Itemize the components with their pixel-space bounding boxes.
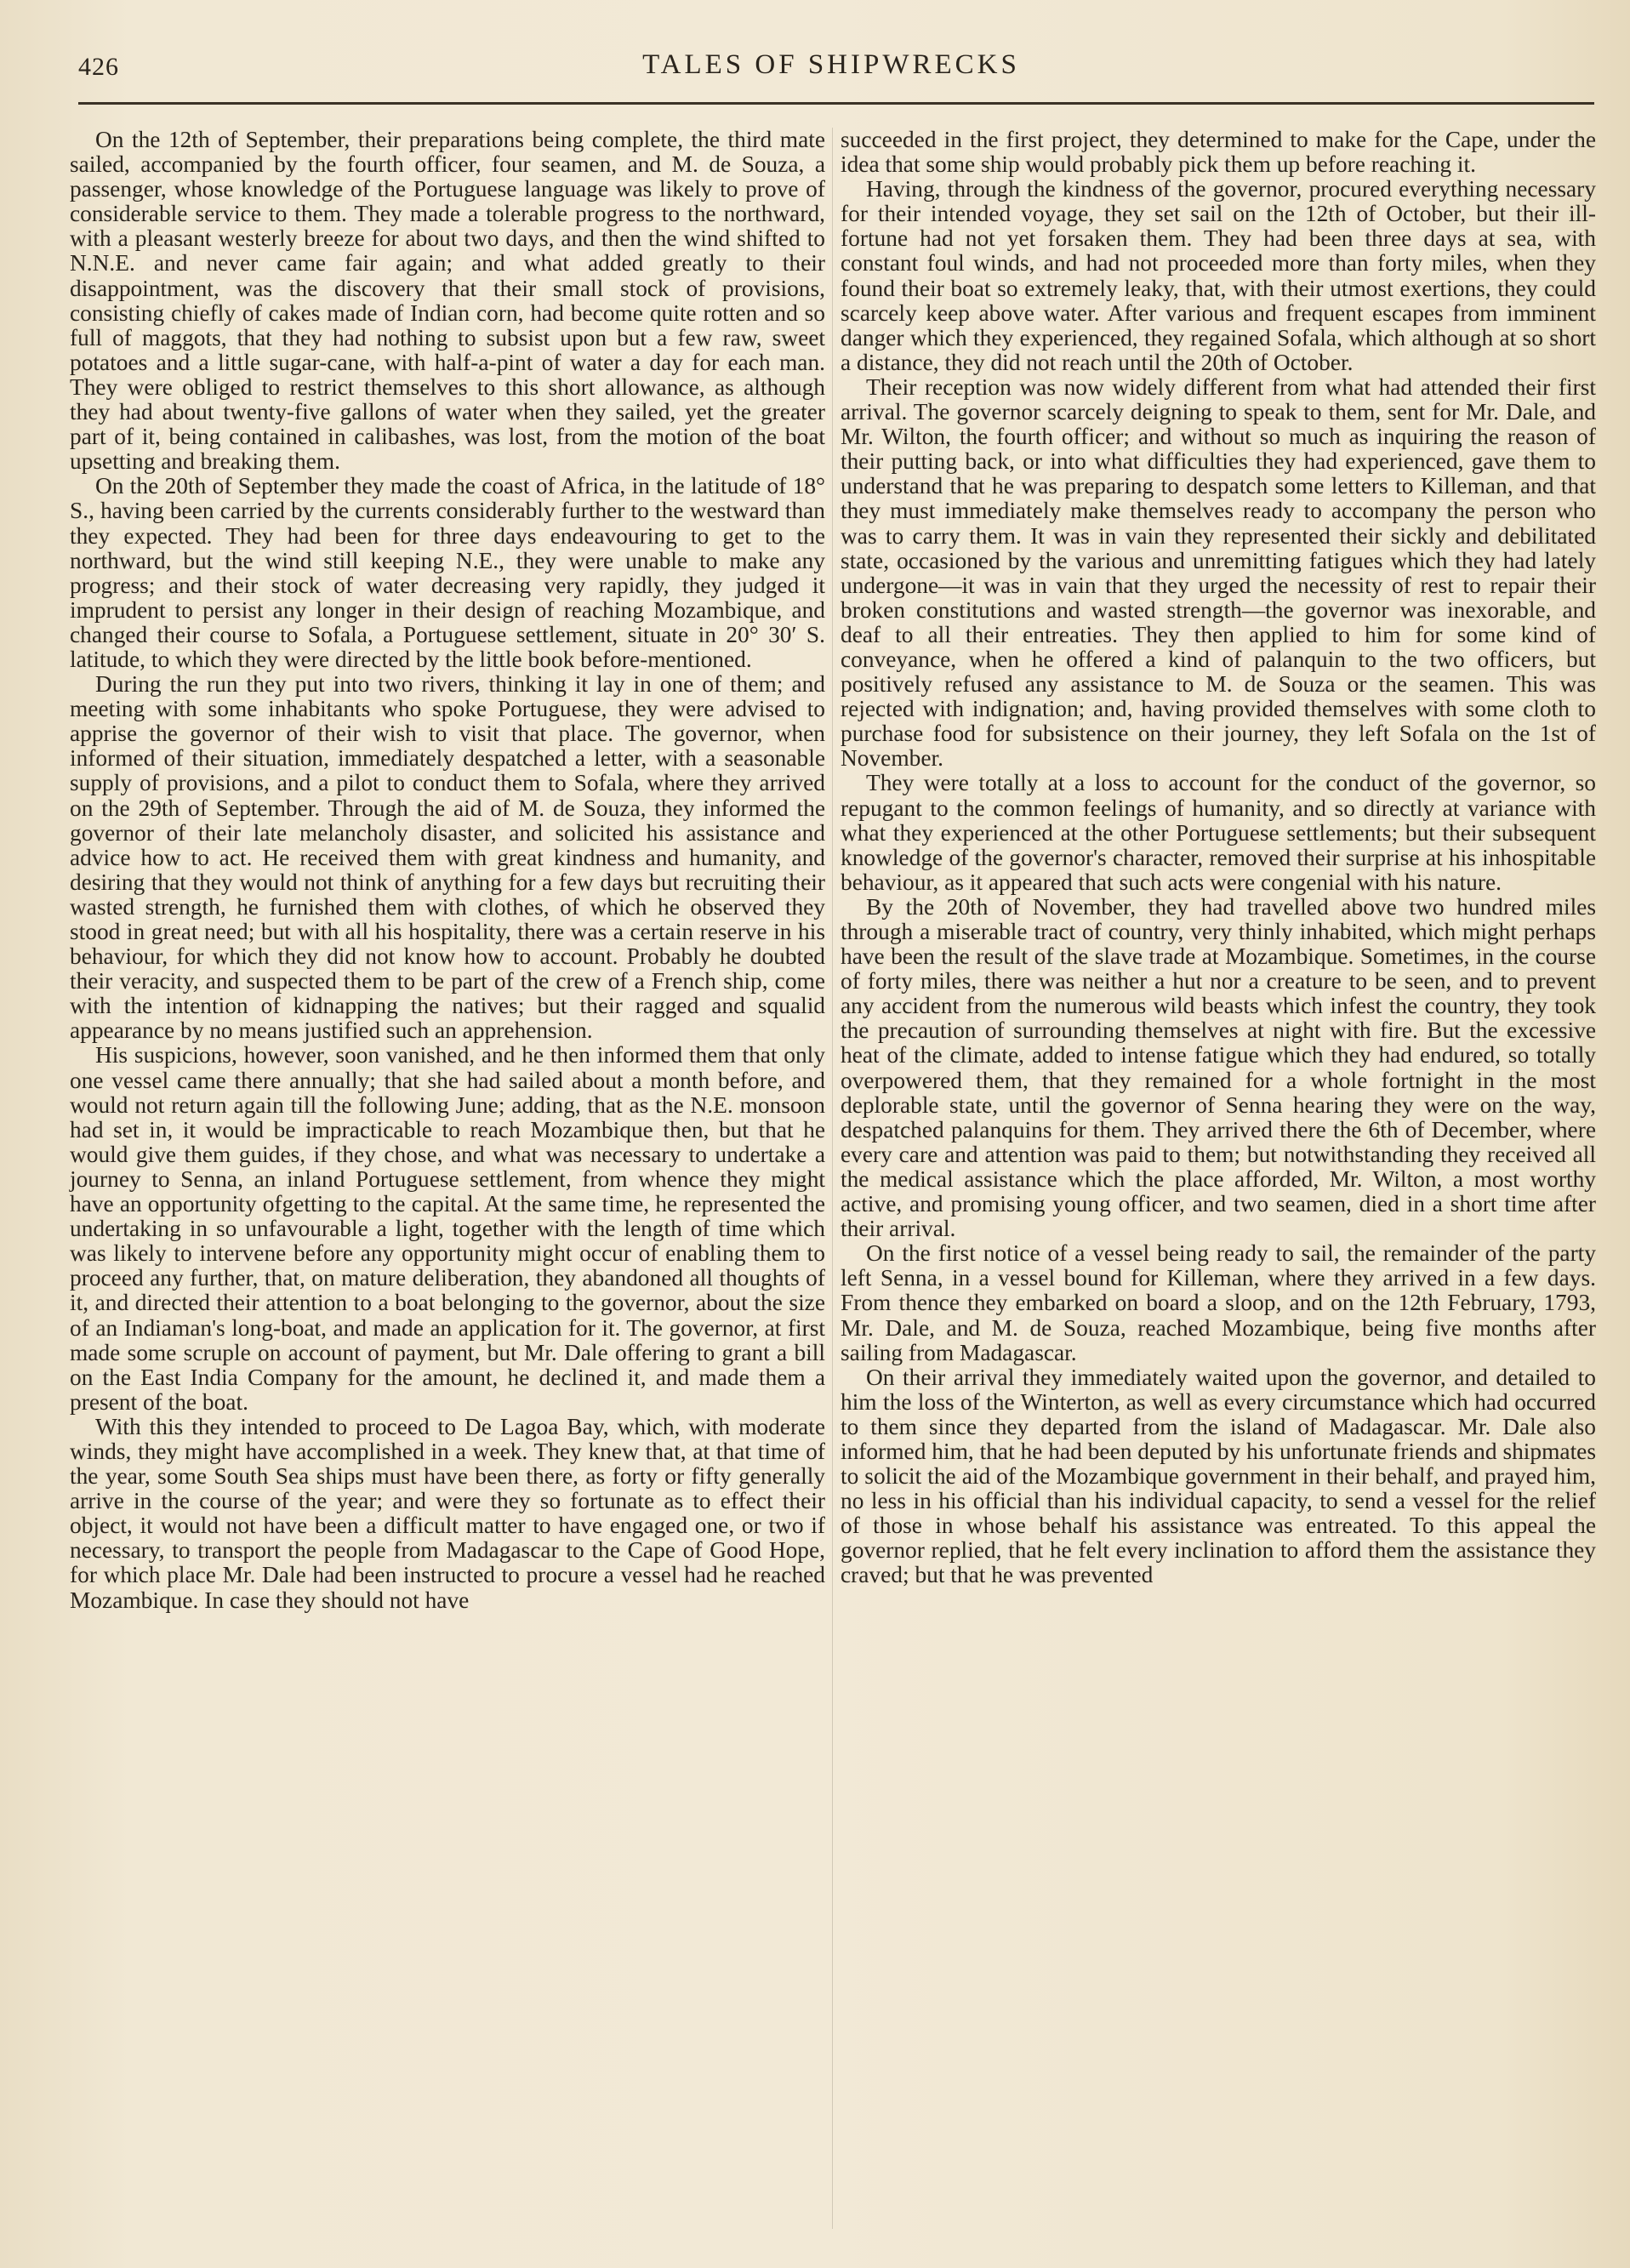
paragraph: By the 20th of November, they had travelled above two hundred miles through a miserable tract of country, very thinly inhabited, which might perhaps have been the result of the slave trade at Mozambique. Sometimes, in the course of forty miles, there was neither a hut nor a creature to be seen, and to prevent any accident from the numerous wild beasts which infest the country, they took the precaution of surrounding themselves at night with fire. But the excessive heat of the climate, added to intense fatigue which they had endured, so totally overpowered them, that they remained for a whole fortnight in the most deplorable state, until the governor of Senna hearing they were on the way, despatched palanquins for them. They arrived there the 6th of December, where every care and attention was paid to them; but notwithstanding they received all the medical assistance which the place afforded, Mr. Wilton, a most worthy active, and promising young officer, and two seamen, died in a short time after their arrival. bbox=[841, 893, 1596, 1242]
paragraph: Their reception was now widely different from what had attended their first arrival. The governor scarcely deigning to speak to them, sent for Mr. Dale, and Mr. Wilton, the fourth officer; and without so much as inquiring the reason of their putting back, or into what difficulties they had experienced, gave them to understand that he was preparing to despatch some letters to Killeman, and that they must immediately make themselves ready to accompany the person who was to carry them. It was in vain they represented their sickly and debilitated state, occasioned by the various and unremitting fatigues which they had lately undergone—it was in vain that they urged the necessity of rest to repair their broken constitutions and wasted strength—the governor was inexorable, and deaf to all their entreaties. They then applied to him for some kind of conveyance, when he offered a kind of palanquin to the two officers, but positively refused any assistance to M. de Souza or the seamen. This was rejected with indignation; and, having provided themselves with some cloth to purchase food for subsistence on their journey, they left Sofala on the 1st of November. bbox=[841, 373, 1596, 772]
paragraph: They were totally at a loss to account for the conduct of the governor, so repugant to the common feelings of humanity, and so directly at variance with what they experienced at the other Portuguese settlements; but their subsequent knowledge of the governor's character, removed their surprise at his inhospitable behaviour, as it appeared that such acts were congenial with his nature. bbox=[841, 770, 1596, 895]
page-header bbox=[66, 44, 1596, 95]
column-divider bbox=[832, 128, 833, 2229]
running-head: TALES OF SHIPWRECKS bbox=[642, 49, 1020, 80]
paragraph: During the run they put into two rivers, thinking it lay in one of them; and meeting with some inhabitants who spoke Portuguese, they were advised to apprise the governor of their wish to visit that place. The governor, when informed of their situation, immediately despatched a letter, with a seasonable supply of provisions, and a pilot to conduct them to Sofala, where they arrived on the 29th of September. Through the aid of M. de Souza, they informed the governor of their late melancholy disaster, and solicited his assistance and advice how to act. He received them with great kindness and humanity, and desiring that they would not think of anything for a few days but recruiting their wasted strength, he furnished them with clothes, of which he observed they stood in great need; but with all his hospitality, there was a certain reserve in his behaviour, for which they did not know how to account. Probably he doubted their veracity, and suspected them to be part of the crew of a French ship, come with the intention of kidnapping the natives; but their ragged and squalid appearance by no means justified such an apprehension. bbox=[70, 671, 825, 1044]
paragraph: His suspicions, however, soon vanished, and he then informed them that only one vessel came there annually; that she had sailed about a month before, and would not return again till the following June; adding, that as the N.E. monsoon had set in, it would be impracticable to reach Mozambique then, but that he would give them guides, if they chose, and what was necessary to undertake a journey to Senna, an inland Portuguese settlement, from whence they might have an opportunity ofgetting to the capital. At the same time, he represented the undertaking in so unfavourable a light, together with the length of time which was likely to intervene before any opportunity might occur of enabling them to proceed any further, that, on mature deliberation, they abandoned all thoughts of it, and directed their attention to a boat belonging to the governor, about the size of an Indiaman's long-boat, and made an application for it. The governor, at first made some scruple on account of payment, but Mr. Dale offering to grant a bill on the East India Company for the amount, he declined it, and made them a present of the boat. bbox=[70, 1042, 825, 1415]
paragraph: On the 20th of September they made the coast of Africa, in the latitude of 18° S., having been carried by the currents considerably further to the westward than they expected. They had been for three days endeavouring to get to the northward, but the wind still keeping N.E., they were unable to make any progress; and their stock of water decreasing very rapidly, they judged it imprudent to persist any longer in their design of reaching Mozambique, and changed their course to Sofala, a Portuguese settlement, situate in 20° 30′ S. latitude, to which they were directed by the little book before-mentioned. bbox=[70, 473, 825, 672]
page-number: 426 bbox=[78, 53, 119, 81]
paragraph: Having, through the kindness of the governor, procured everything necessary for their intended voyage, they set sail on the 12th of October, but their ill-fortune had not yet forsaken them. They had been three days at sea, with constant foul winds, and had not proceeded more than forty miles, when they found their boat so extremely leaky, that, with their utmost exertions, they could scarcely keep above water. After various and frequent escapes from imminent danger which they experienced, they regained Sofala, which although at so short a distance, they did not reach until the 20th of October. bbox=[841, 176, 1596, 375]
header-rule bbox=[78, 102, 1594, 105]
paragraph: With this they intended to proceed to De Lagoa Bay, which, with moderate winds, they might have accomplished in a week. They knew that, at that time of the year, some South Sea ships must have been there, as forty or fifty generally arrive in the course of the year; and were they so fortunate as to effect their object, it would not have been a difficult matter to have engaged one, or two if necessary, to transport the people from Madagascar to the Cape of Good Hope, for which place Mr. Dale had been instructed to procure a vessel had he reached Mozambique. In case they should not have bbox=[70, 1413, 825, 1613]
paragraph: On their arrival they immediately waited upon the governor, and detailed to him the loss of the Winterton, as well as every circumstance which had occurred to them since they departed from the island of Madagascar. Mr. Dale also informed him, that he had been deputed by his unfortunate friends and shipmates to solicit the aid of the Mozambique government in their behalf, and prayed him, no less in his official than his individual capacity, to send a vessel for the relief of those in whose behalf his assistance was entreated. To this appeal the governor replied, that he felt every inclination to afford them the assistance they craved; but that he was prevented bbox=[841, 1364, 1596, 1588]
left-column bbox=[70, 128, 825, 1613]
right-column bbox=[841, 128, 1596, 1588]
paragraph: On the first notice of a vessel being ready to sail, the remainder of the party left Senna, in a vessel bound for Killeman, where they arrived in a few days. From thence they embarked on board a sloop, and on the 12th February, 1793, Mr. Dale, and M. de Souza, reached Mozambique, being five months after sailing from Madagascar. bbox=[841, 1240, 1596, 1365]
paragraph-continued: succeeded in the first project, they determined to make for the Cape, under the idea that some ship would probably pick them up before reaching it. bbox=[841, 127, 1596, 178]
paragraph: On the 12th of September, their preparations being complete, the third mate sailed, accompanied by the fourth officer, four seamen, and M. de Souza, a passenger, whose knowledge of the Portuguese language was likely to prove of considerable service to them. They made a tolerable progress to the northward, with a pleasant westerly breeze for about two days, and then the wind shifted to N.N.E. and never came fair again; and what added greatly to their disappointment, was the discovery that their small stock of provisions, consisting chiefly of cakes made of Indian corn, had become quite rotten and so full of maggots, that they had nothing to subsist upon but a few raw, sweet potatoes and a little sugar-cane, with half-a-pint of water a day for each man. They were obliged to restrict themselves to this short allowance, as although they had about twenty-five gallons of water when they sailed, yet the greater part of it, being contained in calibashes, was lost, from the motion of the boat upsetting and breaking them. bbox=[70, 127, 825, 475]
